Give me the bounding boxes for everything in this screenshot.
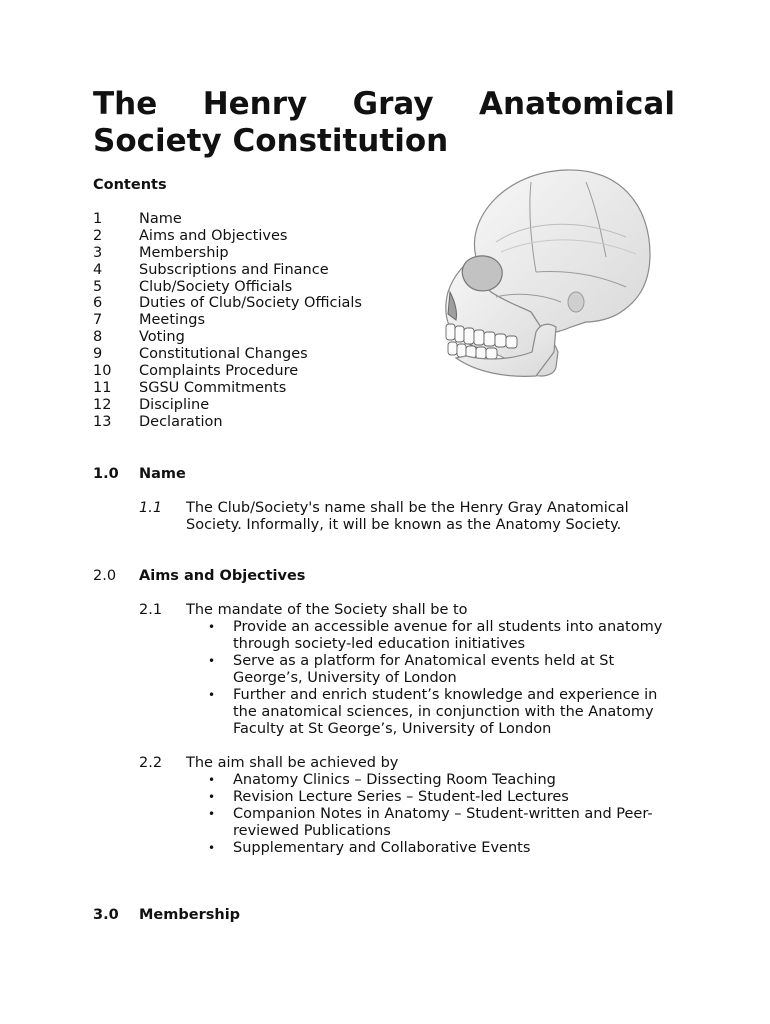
clause-number: 2.1: [139, 602, 163, 618]
eye-socket: [462, 256, 502, 291]
toc-number: 13: [93, 413, 112, 430]
toc-label: Constitutional Changes: [139, 346, 308, 363]
list-item: [208, 806, 678, 840]
title-line-2: Society Constitution: [93, 123, 449, 159]
toc-label: Club/Society Officials: [139, 278, 293, 295]
section-heading: [93, 466, 186, 482]
toc-label: Membership: [139, 244, 229, 261]
clause: [139, 500, 676, 534]
title-word: Gray: [352, 86, 434, 122]
list-item: [208, 687, 678, 738]
bullet-icon: •: [208, 654, 216, 668]
toc-label: Discipline: [139, 396, 210, 413]
section-number: 1.0: [93, 466, 119, 482]
list-item: [208, 840, 678, 857]
section-heading: [93, 568, 305, 584]
bullet-list: [208, 772, 678, 857]
title-line-1: [93, 86, 675, 123]
section-title: Aims and Objectives: [139, 568, 306, 584]
toc-item: [93, 211, 362, 228]
list-item-text: Revision Lecture Series – Student-led Lectures: [233, 789, 569, 805]
skull-illustration: [436, 162, 656, 384]
toc-item: [93, 312, 362, 329]
table-of-contents: [93, 211, 362, 431]
toc-item: [93, 363, 362, 380]
toc-label: Name: [139, 211, 182, 227]
toc-item: [93, 414, 362, 431]
title-word: Anatomical: [479, 86, 675, 122]
toc-number: 11: [93, 379, 112, 396]
toc-label: SGSU Commitments: [139, 379, 287, 396]
list-item-text: Provide an accessible avenue for all students into anatomy through society-led education initiatives: [233, 619, 663, 652]
bullet-icon: •: [208, 790, 216, 804]
clause-number: 2.2: [139, 755, 163, 771]
section-number: 3.0: [93, 907, 119, 923]
toc-number: 12: [93, 396, 112, 413]
clause-number: 1.1: [139, 500, 163, 516]
toc-label: Meetings: [139, 312, 206, 329]
clause-text: The aim shall be achieved by: [186, 755, 399, 771]
toc-number: 3: [93, 244, 103, 261]
toc-item: [93, 346, 362, 363]
toc-item: [93, 228, 362, 245]
toc-item: [93, 295, 362, 312]
toc-item: [93, 380, 362, 397]
toc-item: [93, 329, 362, 346]
bullet-list: [208, 619, 678, 738]
toc-number: 8: [93, 329, 103, 346]
toc-number: 7: [93, 312, 103, 329]
toc-item: [93, 279, 362, 296]
toc-item: [93, 397, 362, 414]
toc-number: 10: [93, 363, 112, 380]
section-heading: [93, 907, 240, 923]
toc-label: Aims and Objectives: [139, 227, 288, 244]
section-title: Name: [139, 466, 186, 482]
bullet-icon: •: [208, 807, 216, 821]
section-title: Membership: [139, 907, 241, 923]
toc-item: [93, 262, 362, 279]
bullet-icon: •: [208, 620, 216, 634]
clause-text: The mandate of the Society shall be to: [186, 602, 468, 618]
title-word: The: [93, 86, 158, 122]
list-item: [208, 772, 678, 789]
toc-label: Voting: [139, 329, 185, 346]
toc-label: Complaints Procedure: [139, 363, 299, 380]
toc-number: 2: [93, 227, 103, 244]
toc-label: Duties of Club/Society Officials: [139, 295, 362, 312]
bullet-icon: •: [208, 688, 216, 702]
document-title: [93, 86, 675, 160]
clause: [139, 755, 676, 772]
list-item-text: Serve as a platform for Anatomical events held at St George’s, University of London: [233, 653, 615, 686]
list-item-text: Anatomy Clinics – Dissecting Room Teaching: [233, 772, 556, 788]
toc-item: [93, 245, 362, 262]
toc-number: 9: [93, 346, 103, 363]
bullet-icon: •: [208, 841, 216, 855]
contents-heading: Contents: [93, 177, 167, 193]
toc-number: 4: [93, 261, 103, 278]
section-number: 2.0: [93, 568, 117, 584]
list-item: [208, 619, 678, 653]
toc-label: Declaration: [139, 413, 223, 430]
toc-number: 5: [93, 278, 103, 295]
bullet-icon: •: [208, 773, 216, 787]
clause-text: The Club/Society's name shall be the Henry Gray Anatomical Society. Informally, it will be known as the Anatomy Society.: [186, 500, 629, 533]
list-item: [208, 789, 678, 806]
toc-number: 6: [93, 295, 103, 312]
list-item-text: Supplementary and Collaborative Events: [233, 840, 531, 856]
list-item: [208, 653, 678, 687]
toc-label: Subscriptions and Finance: [139, 261, 329, 278]
clause: [139, 602, 676, 619]
list-item-text: Companion Notes in Anatomy – Student-written and Peer-reviewed Publications: [233, 806, 653, 839]
title-word: Henry: [202, 86, 308, 122]
list-item-text: Further and enrich student’s knowledge and experience in the anatomical sciences, in conjunction with the Anatomy Faculty at St George’s, University of London: [233, 687, 658, 737]
toc-number: 1: [93, 211, 103, 227]
